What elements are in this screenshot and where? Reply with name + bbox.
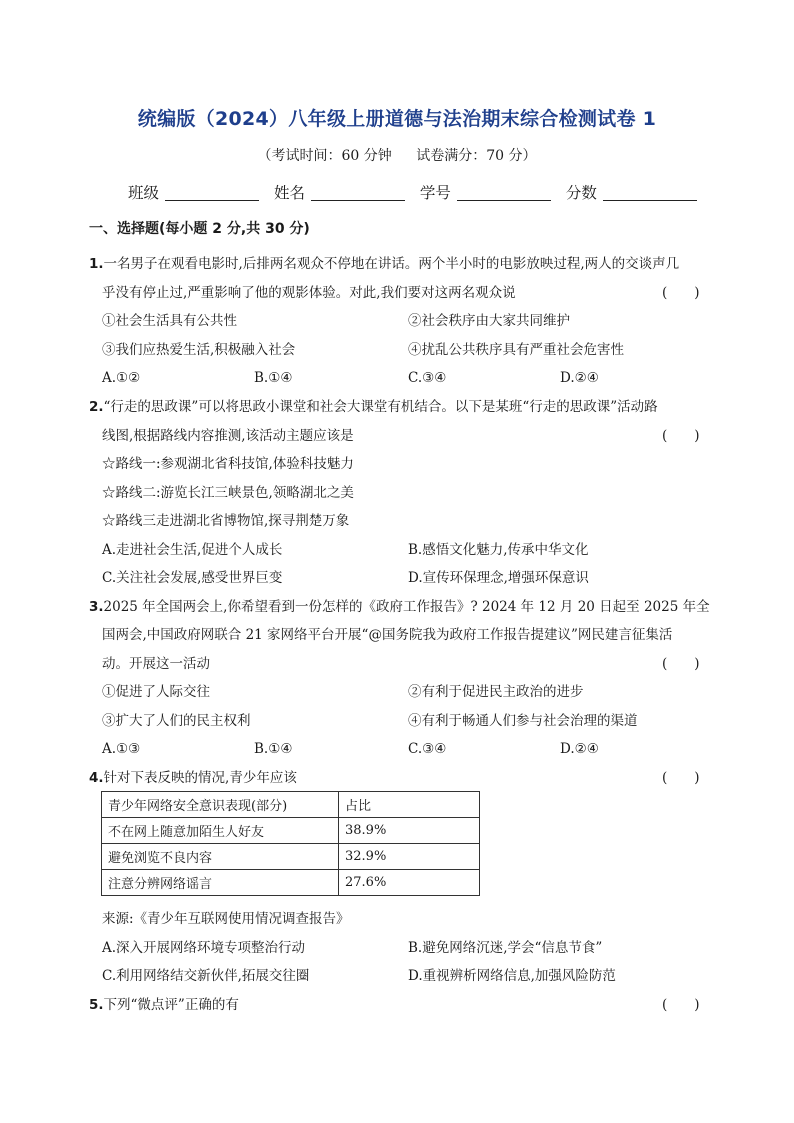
q1-option-a[interactable]: A.①② — [102, 370, 141, 386]
q2-number: 2. — [89, 399, 104, 415]
q1-stem-line2: 乎没有停止过,严重影响了他的观影体验。对此,我们要对这两名观众说 — [102, 285, 516, 301]
student-info-row — [128, 181, 697, 203]
q1-statement-3: ③我们应热爱生活,积极融入社会 — [102, 342, 296, 358]
q2-option-a[interactable]: A.走进社会生活,促进个人成长 — [102, 542, 283, 558]
table-cell: 38.9% — [339, 818, 480, 844]
q3-option-a[interactable]: A.①③ — [102, 741, 141, 757]
q4-number: 4. — [89, 770, 104, 786]
table-cell: 注意分辨网络谣言 — [102, 870, 339, 896]
q1-option-c[interactable]: C.③④ — [408, 370, 447, 386]
score-blank[interactable] — [603, 184, 697, 201]
class-blank[interactable] — [165, 184, 259, 201]
score-label: 分数 — [565, 184, 597, 202]
q1-statement-2: ②社会秩序由大家共同维护 — [408, 313, 570, 329]
q1-answer-blank[interactable]: ( ) — [662, 285, 700, 301]
table-header-cell: 青少年网络安全意识表现(部分) — [102, 792, 339, 818]
q3-number: 3. — [89, 599, 104, 615]
q3-option-b[interactable]: B.①④ — [254, 741, 293, 757]
q3-stem-line2: 国两会,中国政府网联合 21 家网络平台开展“@国务院我为政府工作报告提建议”网民建言征集活 — [102, 627, 673, 643]
q3-stem-line3: 动。开展这一活动 — [102, 656, 210, 672]
exam-title: 统编版（2024）八年级上册道德与法治期末综合检测试卷 1 — [137, 108, 657, 130]
q4-option-c[interactable]: C.利用网络结交新伙伴,拓展交往圈 — [102, 968, 310, 984]
q1-statement-4: ④扰乱公共秩序具有严重社会危害性 — [408, 342, 624, 358]
q3-statement-1: ①促进了人际交往 — [102, 684, 210, 700]
q4-option-a[interactable]: A.深入开展网络环境专项整治行动 — [102, 940, 306, 956]
student-number-label: 学号 — [419, 184, 451, 202]
table-cell: 27.6% — [339, 870, 480, 896]
table-header-row — [102, 792, 480, 818]
q1-number: 1. — [89, 256, 104, 272]
table-row — [102, 844, 480, 870]
q2-stem-line1: 2.“行走的思政课”可以将思政小课堂和社会大课堂有机结合。以下是某班“行走的思政课”活动路 — [89, 399, 658, 415]
q4-stem: 4.针对下表反映的情况,青少年应该 — [89, 770, 297, 786]
exam-full-score: 试卷满分：70 分） — [416, 148, 537, 164]
q2-option-b[interactable]: B.感悟文化魅力,传承中华文化 — [408, 542, 589, 558]
name-label: 姓名 — [273, 184, 305, 202]
q5-stem: 5.下列“微点评”正确的有 — [89, 997, 239, 1013]
name-blank[interactable] — [311, 184, 405, 201]
q5-number: 5. — [89, 997, 104, 1013]
q5-answer-blank[interactable]: ( ) — [662, 997, 700, 1013]
q3-statement-2: ②有利于促进民主政治的进步 — [408, 684, 584, 700]
table-header-cell: 占比 — [339, 792, 480, 818]
q4-data-table — [101, 791, 480, 896]
q3-option-d[interactable]: D.②④ — [560, 741, 599, 757]
q4-option-d[interactable]: D.重视辨析网络信息,加强风险防范 — [408, 968, 616, 984]
q1-stem-line1: 1.一名男子在观看电影时,后排两名观众不停地在讲话。两个半小时的电影放映过程,两人的交谈声几 — [89, 256, 680, 272]
q3-stem-line1: 3.2025 年全国两会上,你希望看到一份怎样的《政府工作报告》? 2024 年 12 月 20 日起至 2025 年全 — [89, 599, 710, 615]
table-row — [102, 818, 480, 844]
exam-time: （考试时间：60 分钟 — [257, 148, 392, 164]
q2-route-2: ☆路线二:游览长江三峡景色,领略湖北之美 — [102, 485, 354, 501]
table-cell: 不在网上随意加陌生人好友 — [102, 818, 339, 844]
student-number-blank[interactable] — [457, 184, 551, 201]
q3-statement-4: ④有利于畅通人们参与社会治理的渠道 — [408, 713, 638, 729]
q3-option-c[interactable]: C.③④ — [408, 741, 447, 757]
q1-statement-1: ①社会生活具有公共性 — [102, 313, 237, 329]
table-row — [102, 870, 480, 896]
q2-route-1: ☆路线一:参观湖北省科技馆,体验科技魅力 — [102, 456, 354, 472]
q2-route-3: ☆路线三走进湖北省博物馆,探寻荆楚万象 — [102, 513, 350, 529]
q2-answer-blank[interactable]: ( ) — [662, 428, 700, 444]
table-cell: 32.9% — [339, 844, 480, 870]
section-heading: 一、选择题(每小题 2 分,共 30 分) — [89, 221, 310, 237]
q4-answer-blank[interactable]: ( ) — [662, 770, 700, 786]
q4-source: 来源:《青少年互联网使用情况调查报告》 — [102, 911, 350, 927]
q4-option-b[interactable]: B.避免网络沉迷,学会“信息节食” — [408, 940, 603, 956]
q2-option-d[interactable]: D.宣传环保理念,增强环保意识 — [408, 570, 589, 586]
q2-option-c[interactable]: C.关注社会发展,感受世界巨变 — [102, 570, 283, 586]
q3-answer-blank[interactable]: ( ) — [662, 656, 700, 672]
class-label: 班级 — [128, 184, 160, 202]
q1-option-d[interactable]: D.②④ — [560, 370, 599, 386]
q2-stem-line2: 线图,根据路线内容推测,该活动主题应该是 — [102, 428, 354, 444]
q1-option-b[interactable]: B.①④ — [254, 370, 293, 386]
table-cell: 避免浏览不良内容 — [102, 844, 339, 870]
q3-statement-3: ③扩大了人们的民主权利 — [102, 713, 251, 729]
exam-info — [0, 145, 794, 165]
